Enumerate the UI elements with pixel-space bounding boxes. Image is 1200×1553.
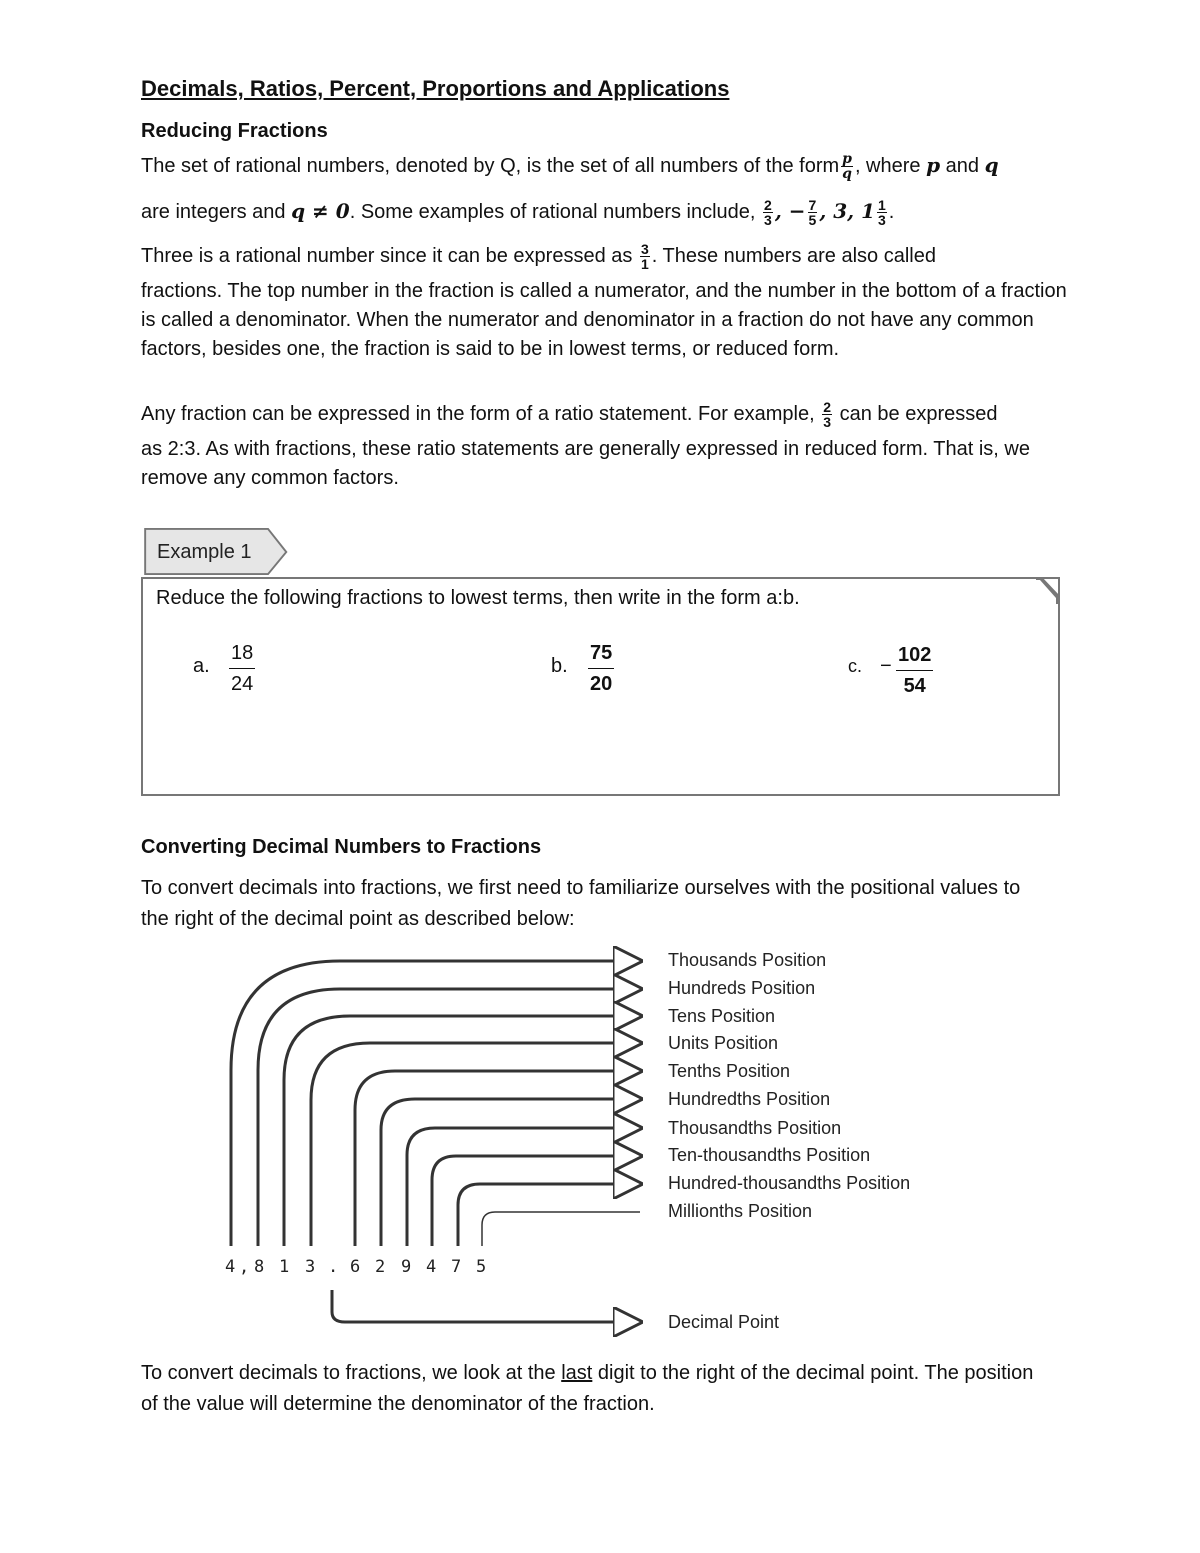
section-heading-reducing-fractions: Reducing Fractions: [141, 120, 328, 142]
section2-closing: To convert decimals to fractions, we look at the last digit to the right of the decimal point. The position of the value will determine the denominator of the fraction.: [141, 1362, 1034, 1415]
para3-rest: as 2:3. As with fractions, these ratio statements are generally expressed in reduced form. That is, we remove any common factors.: [141, 438, 1030, 489]
digit: 8: [254, 1257, 265, 1277]
section-heading-converting-decimals: Converting Decimal Numbers to Fractions: [141, 836, 542, 858]
digit: 7: [451, 1257, 462, 1277]
position-label-ten-thousandths: Ten-thousandths Position: [668, 1145, 871, 1165]
example-item-c-sign: −: [880, 655, 892, 677]
section2-intro: To convert decimals into fractions, we first need to familiarize ourselves with the positional values to the right of the decimal point as described below:: [141, 877, 1021, 930]
arrow-hundredths: [381, 1099, 640, 1246]
position-label-hundredths: Hundredths Position: [668, 1089, 831, 1109]
digit: 2: [375, 1257, 386, 1277]
position-label-millionths: Millionths Position: [668, 1201, 813, 1221]
example-item-a-label: a.: [193, 655, 210, 677]
example-item-b-label: b.: [551, 655, 568, 677]
digit: 6: [350, 1257, 361, 1277]
example-item-a-fraction: 18 24: [229, 638, 255, 699]
arrow-millionths: [482, 1212, 640, 1246]
position-label-thousandths: Thousandths Position: [668, 1118, 842, 1138]
arrow-thousandths: [407, 1128, 640, 1246]
arrow-ten-thousandths: [432, 1156, 640, 1246]
two-thirds-fraction: $\frac{2}{3}$: [823, 399, 832, 430]
position-label-tenths: Tenths Position: [668, 1061, 791, 1081]
para3-line1: Any fraction can be expressed in the form of a ratio statement. For example, $\frac{2}{3}$ can be expressed: [141, 399, 998, 430]
arrow-thousands: [231, 961, 640, 1246]
arrow-units: [311, 1043, 640, 1246]
para2-line1: Three is a rational number since it can be expressed as $\frac{3}{1}$ . These numbers are also called: [141, 241, 936, 272]
digit: 3: [305, 1257, 316, 1277]
digit: 4: [225, 1257, 236, 1277]
digit: 1: [279, 1257, 290, 1277]
digit: 5: [476, 1257, 487, 1277]
fraction-p-over-q: $\frac{p}{q}$: [842, 151, 852, 182]
para1-line2: are integers and q ≠ 0. Some examples of rational numbers include, $\frac{2}{3}$ , − $\frac{7}{5}$ , 3, 1 $\frac{1}{3}$ .: [141, 197, 895, 228]
position-label-thousands: Thousands Position: [668, 950, 827, 970]
arrow-decimal-point: [332, 1290, 640, 1322]
decimal-point-label: Decimal Point: [668, 1312, 780, 1332]
example-fraction-3: $\frac{1}{3}$: [878, 197, 886, 228]
example-item-b-fraction: 75 20: [588, 638, 614, 699]
position-label-units: Units Position: [668, 1033, 779, 1053]
position-label-hundreds: Hundreds Position: [668, 978, 816, 998]
para1-line1: The set of rational numbers, denoted by Q, is the set of all numbers of the form $\frac{p}{q}$ , where p and q: [141, 151, 999, 182]
example-fraction-2: $\frac{7}{5}$: [808, 197, 817, 228]
example-item-c-label: c.: [848, 656, 863, 676]
three-over-one-fraction: $\frac{3}{1}$: [640, 241, 649, 272]
digit-comma: ,: [239, 1257, 250, 1277]
position-label-hundred-thousandths: Hundred-thousandths Position: [668, 1173, 911, 1193]
arrow-tenths: [355, 1071, 640, 1246]
digit: 9: [401, 1257, 412, 1277]
digit-decimal-point: .: [328, 1257, 339, 1277]
example-instruction: Reduce the following fractions to lowest terms, then write in the form a:b.: [156, 587, 800, 609]
example-fraction-1: $\frac{2}{3}$: [764, 197, 772, 228]
arrow-hundreds: [258, 989, 640, 1246]
para2-rest: fractions. The top number in the fraction is called a numerator, and the number in the bottom of a fraction is called a denominator. When the numerator and denominator in a fraction do not have any common factors, besides one, the fraction is said to be in lowest terms, or reduced form.: [141, 280, 1067, 360]
example-item-c-fraction: 102 54: [896, 640, 933, 701]
position-label-tens: Tens Position: [668, 1006, 776, 1026]
example-tab-label: Example 1: [157, 541, 252, 563]
page-title: Decimals, Ratios, Percent, Proportions and Applications: [141, 76, 730, 101]
digit: 4: [426, 1257, 437, 1277]
